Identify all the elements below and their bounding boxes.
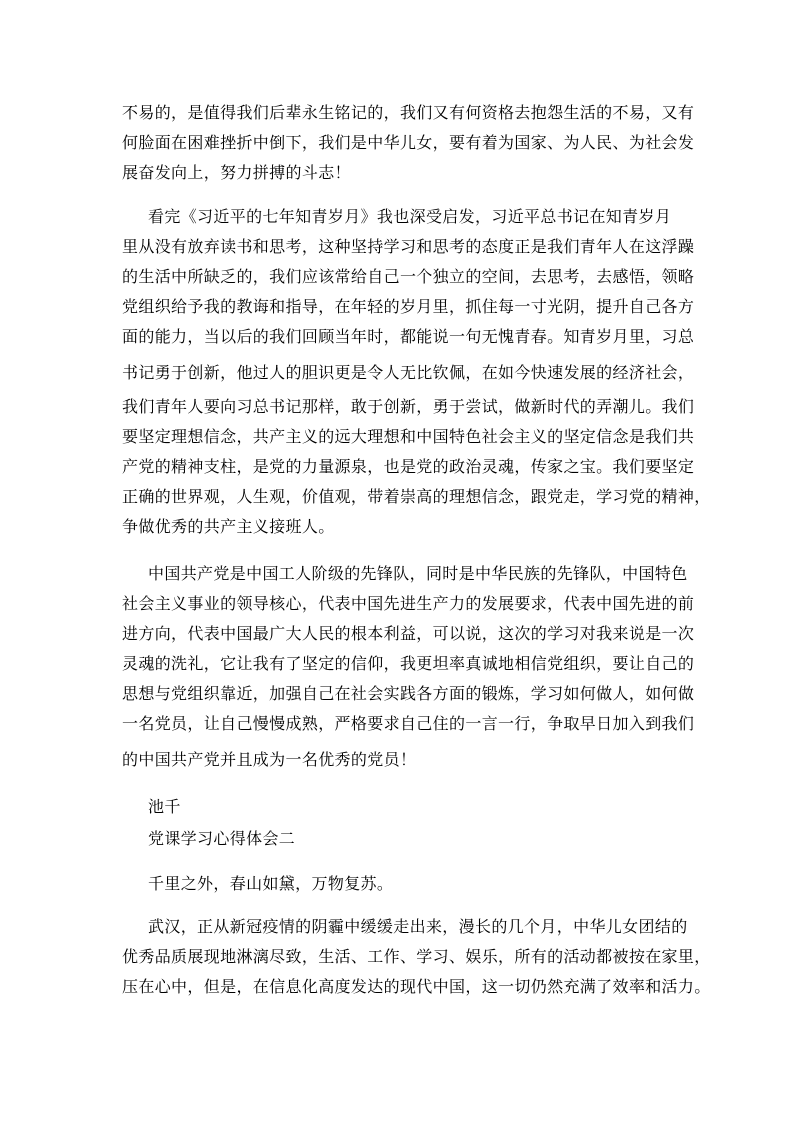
paragraph-line: 的生活中所缺乏的，我们应该常给自己一个独立的空间，去思考，去感悟，领略 <box>122 267 695 286</box>
paragraph-line: 产党的精神支柱，是党的力量源泉，也是党的政治灵魂，传家之宝。我们要坚定 <box>122 457 695 476</box>
paragraph-line: 不易的，是值得我们后辈永生铭记的，我们又有何资格去抱怨生活的不易，又有 <box>122 103 695 122</box>
paragraph-line: 展奋发向上，努力拼搏的斗志！ <box>122 163 351 182</box>
paragraph-line: 书记勇于创新，他过人的胆识更是令人无比钦佩，在如今快速发展的经济社会， <box>122 363 695 382</box>
paragraph-line: 争做优秀的共产主义接班人。 <box>122 517 335 536</box>
author-name: 池千 <box>148 797 181 816</box>
paragraph-line: 里从没有放弃读书和思考，这种坚持学习和思考的态度正是我们青年人在这浮躁 <box>122 237 695 256</box>
paragraph-line: 看完《习近平的七年知青岁月》我也深受启发，习近平总书记在知青岁月 <box>148 207 672 226</box>
paragraph-line: 何脸面在困难挫折中倒下，我们是中华儿女，要有着为国家、为人民、为社会发 <box>122 133 695 152</box>
paragraph-line: 压在心中，但是，在信息化高度发达的现代中国，这一切仍然充满了效率和活力。 <box>122 977 711 996</box>
paragraph-line: 武汉，正从新冠疫情的阴霾中缓缓走出来，漫长的几个月，中华儿女团结的 <box>148 917 688 936</box>
paragraph-line: 党组织给予我的教诲和指导，在年轻的岁月里，抓住每一寸光阴，提升自己各方 <box>122 297 695 316</box>
paragraph-line: 中国共产党是中国工人阶级的先锋队，同时是中华民族的先锋队，中国特色 <box>148 564 688 583</box>
paragraph-line: 正确的世界观，人生观，价值观，带着崇高的理想信念，跟党走，学习党的精神， <box>122 487 711 506</box>
paragraph-line: 面的能力，当以后的我们回顾当年时，都能说一句无愧青春。知青岁月里，习总 <box>122 327 695 346</box>
paragraph-line: 思想与党组织靠近，加强自己在社会实践各方面的锻炼，学习如何做人，如何做 <box>122 684 695 703</box>
paragraph-line: 要坚定理想信念，共产主义的远大理想和中国特色社会主义的坚定信念是我们共 <box>122 427 695 446</box>
paragraph-line: 一名党员，让自己慢慢成熟，严格要求自己住的一言一行，争取早日加入到我们 <box>122 714 695 733</box>
paragraph-line: 千里之外，春山如黛，万物复苏。 <box>148 874 394 893</box>
paragraph-line: 优秀品质展现地淋漓尽致，生活、工作、学习、娱乐，所有的活动都被按在家里， <box>122 947 711 966</box>
paragraph-line: 我们青年人要向习总书记那样，敢于创新，勇于尝试，做新时代的弄潮儿。我们 <box>122 397 695 416</box>
paragraph-line: 的中国共产党并且成为一名优秀的党员！ <box>122 750 417 769</box>
paragraph-line: 灵魂的洗礼，它让我有了坚定的信仰，我更坦率真诚地相信党组织，要让自己的 <box>122 654 695 673</box>
paragraph-line: 进方向，代表中国最广大人民的根本利益，可以说，这次的学习对我来说是一次 <box>122 624 695 643</box>
section-title: 党课学习心得体会二 <box>148 829 296 848</box>
paragraph-line: 社会主义事业的领导核心，代表中国先进生产力的发展要求，代表中国先进的前 <box>122 594 695 613</box>
